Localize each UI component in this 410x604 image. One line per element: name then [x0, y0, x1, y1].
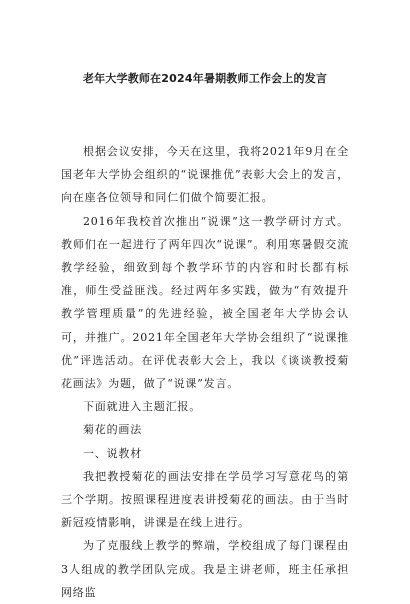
paragraph-teaching-team: 为了克服线上教学的弊端，学校组成了每门课程由3人组成的教学团队完成。我是主讲老师，班主任承担网络监 — [61, 539, 349, 599]
paragraph-intro: 根据会议安排，今天在这里，我将2021年9月在全国老年大学协会组织的“说课推优”表彰大会上的发言，向在座各位领导和同仁们做个简要汇报。 — [61, 145, 349, 205]
document-body — [61, 140, 349, 604]
paragraph-transition: 下面就进入主题汇报。 — [83, 400, 201, 414]
document-title: 老年大学教师在2024年暑期教师工作会上的发言 — [82, 72, 328, 85]
paragraph-history: 2016年我校首次推出“说课”这一教学研讨方式。教师们在一起进行了两年四次“说课”。利用寒暑假交流教学经验，细致到每个教学环节的内容和时长都有标准，师生受益匪浅。经过两年多实践，做为“有效提升教学管理质量”的先进经验，被全国老年大学协会认可，并推广。2021年全国老年大学协会组织了“说课推优”评选活动。在评优表彰大会上，我以《谈谈教授菊花画法》为题，做了“说课”发言。 — [61, 214, 349, 391]
subsection-heading: 一、说教材 — [83, 446, 142, 460]
section-heading: 菊花的画法 — [83, 423, 142, 437]
paragraph-teaching-material: 我把教授菊花的画法安排在学员学习写意花鸟的第三个学期。按照课程进度表讲授菊花的画法。由于当时新冠疫情影响，讲课是在线上进行。 — [61, 469, 349, 530]
